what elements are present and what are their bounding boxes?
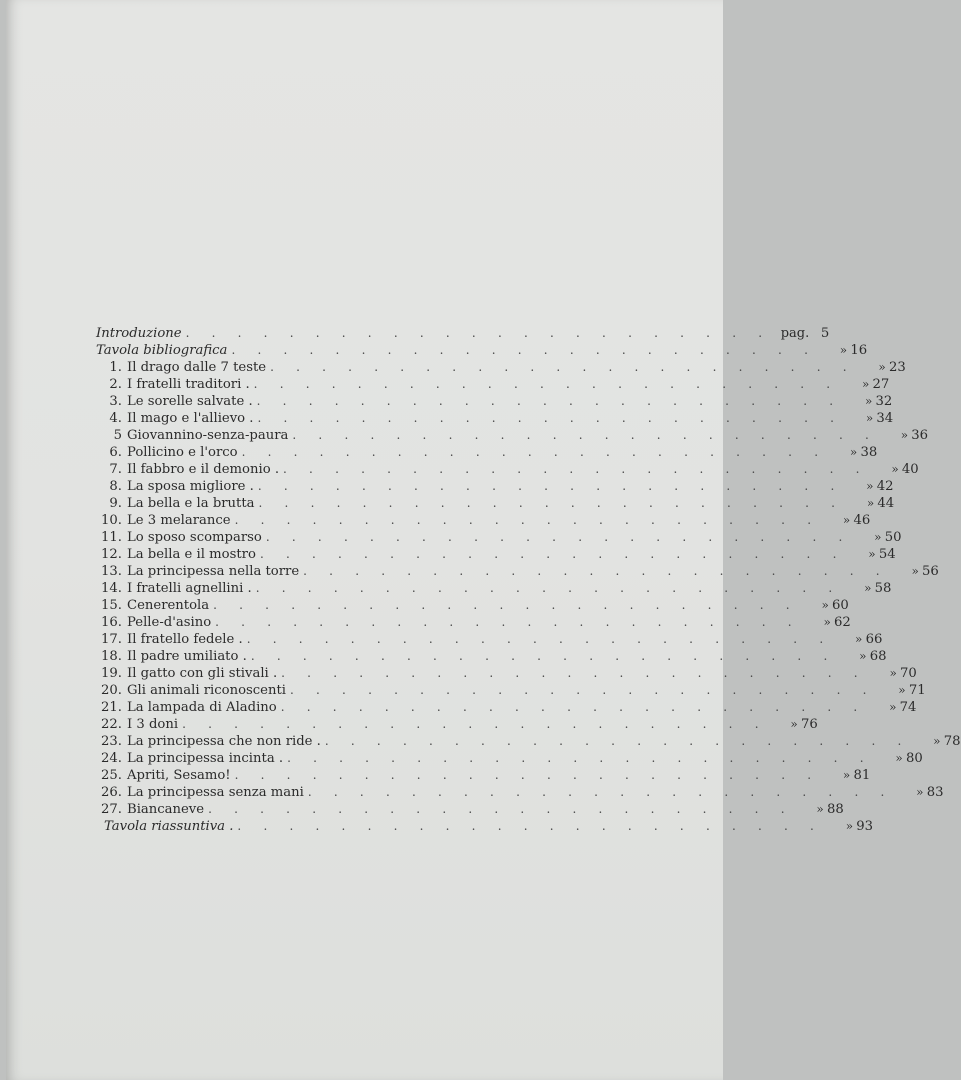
toc-entry-number: 24. (101, 751, 122, 766)
leader-dots: . . . . . . . . . . . . . . . . . . . . . . . (292, 428, 879, 442)
toc-row (96, 631, 883, 648)
toc-row-tavola-riassuntiva (96, 818, 874, 835)
leader-dots: . . . . . . . . . . . . . . . . . . . . . . . (256, 394, 843, 408)
toc-entry-number: 2. (109, 377, 122, 392)
toc-title: Il drago dalle 7 teste (127, 360, 267, 375)
leader-dots: . . . . . . . . . . . . . . . . . . . . . . . (234, 513, 821, 527)
toc-title: Il gatto con gli stivali . (127, 666, 278, 681)
leader-dots: . . . . . . . . . . . . . . . . . . . . . . . (237, 819, 824, 833)
toc-title: Il fabbro e il demonio . (127, 462, 280, 477)
toc-title: Introduzione (96, 326, 182, 341)
toc-page-number: 78 (943, 734, 961, 749)
toc-page-number: 16 (850, 343, 868, 358)
toc-title: La principessa nella torre (127, 564, 300, 579)
toc-page-number: 34 (876, 411, 894, 426)
toc-page-number: 27 (872, 377, 890, 392)
toc-title: La principessa che non ride . (127, 734, 321, 749)
toc-entry-number: 8. (109, 479, 122, 494)
table-of-contents (96, 325, 961, 835)
toc-title: Biancaneve (127, 802, 205, 817)
toc-ditto-mark: » (898, 683, 906, 697)
toc-row (96, 546, 896, 563)
toc-title: Pollicino e l'orco (127, 445, 238, 460)
toc-title: La lampada di Aladino (127, 700, 277, 715)
leader-dots: . . . . . . . . . . . . . . . . . . . . . . . (270, 360, 856, 374)
toc-entry-number: 11. (101, 530, 122, 545)
leader-dots: . . . . . . . . . . . . . . . . . . . . . . . (265, 530, 852, 544)
toc-page-number: 76 (800, 717, 818, 732)
leader-dots: . . . . . . . . . . . . . . . . . . . . . . . (253, 377, 840, 391)
toc-ditto-mark: » (911, 564, 919, 578)
toc-title: Gli animali riconoscenti (127, 683, 286, 698)
toc-page-number: 5 (820, 326, 830, 341)
leader-dots: . . . . . . . . . . . . . . . . . . . . . . . (289, 683, 876, 697)
toc-row (96, 393, 893, 410)
toc-ditto-mark: » (874, 530, 882, 544)
toc-entry-number: 1. (109, 360, 122, 375)
toc-ditto-mark: » (823, 615, 831, 629)
toc-ditto-mark: » (790, 717, 798, 731)
leader-dots: . . . . . . . . . . . . . . . . . . . . . . . (255, 581, 842, 595)
leader-dots: . . . . . . . . . . . . . . . . . . . . . . . (241, 445, 828, 459)
toc-row (96, 376, 890, 393)
toc-entry-number: 19. (101, 666, 122, 681)
toc-row (96, 648, 887, 665)
toc-row (96, 597, 849, 614)
leader-dots: . . . . . . . . . . . . . . . . . . . . . . . (257, 479, 844, 493)
toc-title: Tavola bibliografica (96, 343, 228, 358)
toc-page-number: 71 (908, 683, 926, 698)
toc-entry-number: 5 (113, 428, 122, 443)
toc-row (96, 495, 895, 512)
leader-dots: . . . . . . . . . . . . . . . . . . . . . . . (258, 496, 845, 510)
leader-dots: . . . . . . . . . . . . . . . . . . . . . . . (257, 411, 844, 425)
toc-title: Il fratello fedele . (127, 632, 243, 647)
toc-ditto-mark: » (839, 343, 848, 357)
toc-entry-number: 23. (101, 734, 122, 749)
toc-title: Tavola riassuntiva . (104, 819, 234, 834)
toc-page-number: 40 (901, 462, 919, 477)
leader-dots: . . . . . . . . . . . . . . . . . . . . . . . (283, 462, 869, 476)
toc-page-number: 88 (826, 802, 844, 817)
toc-ditto-mark: » (891, 462, 899, 476)
toc-entry-number: 12. (101, 547, 122, 562)
toc-ditto-mark: » (821, 598, 829, 612)
toc-title: La sposa migliore . (127, 479, 254, 494)
toc-row (96, 444, 878, 461)
toc-title: Le sorelle salvate . (127, 394, 253, 409)
toc-ditto-mark: » (900, 428, 909, 442)
leader-dots: . . . . . . . . . . . . . . . . . . . . . . . (324, 734, 911, 748)
toc-row (96, 699, 917, 716)
toc-title: Pelle-d'asino (127, 615, 212, 630)
toc-row (96, 529, 902, 546)
toc-entry-number: 6. (109, 445, 122, 460)
toc-title: La bella e la brutta (127, 496, 255, 511)
toc-ditto-mark: » (889, 666, 897, 680)
toc-row (96, 801, 844, 818)
toc-title: La principessa incinta . (127, 751, 284, 766)
book-page (6, 0, 961, 1080)
toc-page-number: 62 (834, 615, 851, 630)
toc-entry-number: 16. (101, 615, 122, 630)
toc-page-number: 70 (900, 666, 917, 681)
toc-row (96, 478, 894, 495)
toc-row (96, 682, 926, 699)
leader-dots: . . . . . . . . . . . . . . . . . . . . . . . (215, 615, 801, 629)
toc-page-number: 54 (878, 547, 896, 562)
toc-ditto-mark: » (865, 411, 874, 425)
toc-entry-number: 15. (101, 598, 122, 613)
toc-entry-number: 13. (101, 564, 122, 579)
toc-page-number: 58 (874, 581, 892, 596)
toc-row (96, 410, 894, 427)
toc-page-number: 32 (875, 394, 893, 409)
toc-ditto-mark: » (864, 581, 872, 595)
toc-row (96, 767, 871, 784)
toc-title: Lo sposo scomparso (127, 530, 262, 545)
toc-page-number: 36 (911, 428, 929, 443)
toc-entry-number: 7. (109, 462, 122, 477)
toc-title: La principessa senza mani (127, 785, 304, 800)
toc-page-number: 38 (860, 445, 878, 460)
toc-title: I 3 doni (127, 717, 179, 732)
toc-page-number: 56 (922, 564, 939, 579)
toc-title: Giovannino-senza-paura (127, 428, 289, 443)
toc-entry-number: 22. (101, 717, 122, 732)
toc-ditto-mark: » (889, 700, 897, 714)
toc-page-label: pag. (780, 326, 810, 341)
leader-dots: . . . . . . . . . . . . . . . . . . . . . . . (185, 326, 772, 340)
toc-page-number: 23 (888, 360, 906, 375)
toc-title: Il padre umiliato . (127, 649, 247, 664)
toc-ditto-mark: » (816, 802, 824, 816)
toc-page-number: 50 (884, 530, 902, 545)
leader-dots: . . . . . . . . . . . . . . . . . . . . . . . (231, 343, 818, 357)
toc-title: La bella e il mostro (127, 547, 256, 562)
toc-ditto-mark: » (842, 513, 851, 527)
leader-dots: . . . . . . . . . . . . . . . . . . . . . . . (280, 700, 867, 714)
toc-page-number: 42 (876, 479, 894, 494)
toc-page-number: 60 (832, 598, 849, 613)
toc-ditto-mark: » (933, 734, 941, 748)
toc-page-number: 81 (853, 768, 871, 783)
leader-dots: . . . . . . . . . . . . . . . . . . . . . . . (250, 649, 837, 663)
toc-page-number: 74 (899, 700, 917, 715)
toc-row (96, 461, 919, 478)
toc-row (96, 733, 961, 750)
toc-entry-number: 9. (109, 496, 122, 511)
toc-row (96, 750, 923, 767)
leader-dots: . . . . . . . . . . . . . . . . . . . . . . . (303, 564, 889, 578)
toc-row (96, 614, 851, 631)
toc-entry-number: 4. (109, 411, 122, 426)
toc-entry-number: 27. (101, 802, 122, 817)
toc-entries (96, 359, 961, 818)
toc-page-number: 93 (856, 819, 874, 834)
toc-ditto-mark: » (859, 649, 867, 663)
toc-entry-number: 20. (101, 683, 122, 698)
leader-dots: . . . . . . . . . . . . . . . . . . . . . . . (307, 785, 894, 799)
toc-entry-number: 21. (101, 700, 122, 715)
toc-ditto-mark: » (866, 479, 874, 493)
toc-ditto-mark: » (864, 394, 873, 408)
toc-page-number: 66 (865, 632, 883, 647)
toc-page-number: 44 (877, 496, 895, 511)
toc-row (96, 665, 917, 682)
toc-row (96, 716, 818, 733)
toc-entry-number: 3. (109, 394, 122, 409)
toc-ditto-mark: » (868, 547, 876, 561)
leader-dots: . . . . . . . . . . . . . . . . . . . . . . . (281, 666, 867, 680)
toc-ditto-mark: » (866, 496, 875, 510)
leader-dots: . . . . . . . . . . . . . . . . . . . . . . . (208, 802, 794, 816)
leader-dots: . . . . . . . . . . . . . . . . . . . . . . . (287, 751, 873, 765)
toc-title: I fratelli traditori . (127, 377, 250, 392)
toc-entry-number: 25. (101, 768, 122, 783)
toc-entry-number: 26. (101, 785, 122, 800)
toc-page-number: 83 (926, 785, 944, 800)
toc-title: Apriti, Sesamo! (127, 768, 231, 783)
leader-dots: . . . . . . . . . . . . . . . . . . . . . . . (234, 768, 821, 782)
leader-dots: . . . . . . . . . . . . . . . . . . . . . . . (213, 598, 799, 612)
toc-row (96, 359, 906, 376)
toc-entry-number: 17. (101, 632, 122, 647)
toc-row-introduzione (96, 325, 830, 342)
toc-page-number: 68 (869, 649, 887, 664)
toc-title: Le 3 melarance (127, 513, 231, 528)
toc-row (96, 784, 944, 801)
toc-ditto-mark: » (861, 377, 870, 391)
toc-ditto-mark: » (855, 632, 863, 646)
toc-ditto-mark: » (849, 445, 858, 459)
leader-dots: . . . . . . . . . . . . . . . . . . . . . . . (259, 547, 846, 561)
toc-row (96, 563, 939, 580)
leader-dots: . . . . . . . . . . . . . . . . . . . . . . . (182, 717, 768, 731)
toc-ditto-mark: » (895, 751, 903, 765)
toc-title: Il mago e l'allievo . (127, 411, 254, 426)
toc-title: I fratelli agnellini . (127, 581, 252, 596)
toc-ditto-mark: » (845, 819, 854, 833)
toc-entry-number: 14. (101, 581, 122, 596)
toc-ditto-mark: » (916, 785, 924, 799)
toc-row-tavola-bibliografica (96, 342, 868, 359)
toc-row (96, 512, 871, 529)
toc-page-number: 80 (905, 751, 923, 766)
toc-title: Cenerentola (127, 598, 210, 613)
toc-ditto-mark: » (842, 768, 851, 782)
toc-page-number: 46 (853, 513, 871, 528)
leader-dots: . . . . . . . . . . . . . . . . . . . . . . . (246, 632, 833, 646)
toc-ditto-mark: » (878, 360, 886, 374)
toc-entry-number: 10. (101, 513, 122, 528)
toc-row (96, 580, 892, 597)
toc-row (96, 427, 929, 444)
toc-entry-number: 18. (101, 649, 122, 664)
